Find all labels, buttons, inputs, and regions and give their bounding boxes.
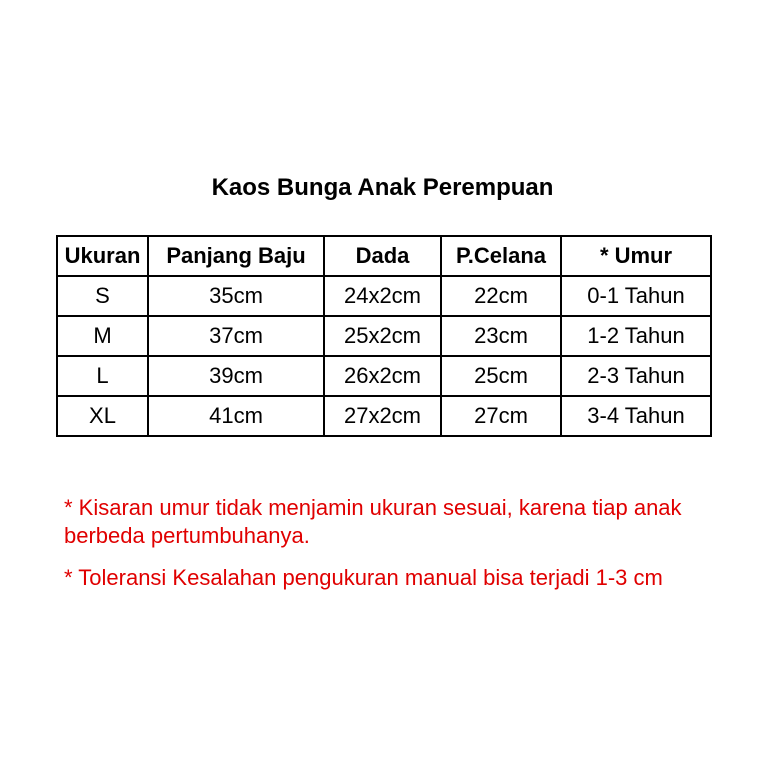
cell-p-celana: 25cm [441, 356, 561, 396]
cell-ukuran: M [57, 316, 148, 356]
header-panjang-baju: Panjang Baju [148, 236, 324, 276]
table-header-row [57, 236, 711, 276]
cell-ukuran: L [57, 356, 148, 396]
cell-ukuran: S [57, 276, 148, 316]
cell-umur: 3-4 Tahun [561, 396, 711, 436]
table-row [57, 396, 711, 436]
cell-ukuran: XL [57, 396, 148, 436]
cell-panjang-baju: 35cm [148, 276, 324, 316]
cell-umur: 1-2 Tahun [561, 316, 711, 356]
note-age-disclaimer: * Kisaran umur tidak menjamin ukuran sesuai, karena tiap anak berbeda pertumbuhanya. [64, 495, 682, 548]
table-row [57, 356, 711, 396]
header-dada: Dada [324, 236, 441, 276]
cell-umur: 0-1 Tahun [561, 276, 711, 316]
size-chart-table [56, 235, 712, 437]
header-ukuran: Ukuran [57, 236, 148, 276]
cell-dada: 26x2cm [324, 356, 441, 396]
cell-dada: 24x2cm [324, 276, 441, 316]
cell-p-celana: 22cm [441, 276, 561, 316]
cell-panjang-baju: 39cm [148, 356, 324, 396]
table-row [57, 316, 711, 356]
cell-panjang-baju: 41cm [148, 396, 324, 436]
cell-p-celana: 23cm [441, 316, 561, 356]
table-row [57, 276, 711, 316]
cell-umur: 2-3 Tahun [561, 356, 711, 396]
header-umur: * Umur [561, 236, 711, 276]
cell-dada: 27x2cm [324, 396, 441, 436]
cell-panjang-baju: 37cm [148, 316, 324, 356]
cell-dada: 25x2cm [324, 316, 441, 356]
cell-p-celana: 27cm [441, 396, 561, 436]
header-p-celana: P.Celana [441, 236, 561, 276]
page-title: Kaos Bunga Anak Perempuan [211, 174, 554, 201]
note-measurement-tolerance: * Toleransi Kesalahan pengukuran manual bisa terjadi 1-3 cm [64, 565, 663, 590]
